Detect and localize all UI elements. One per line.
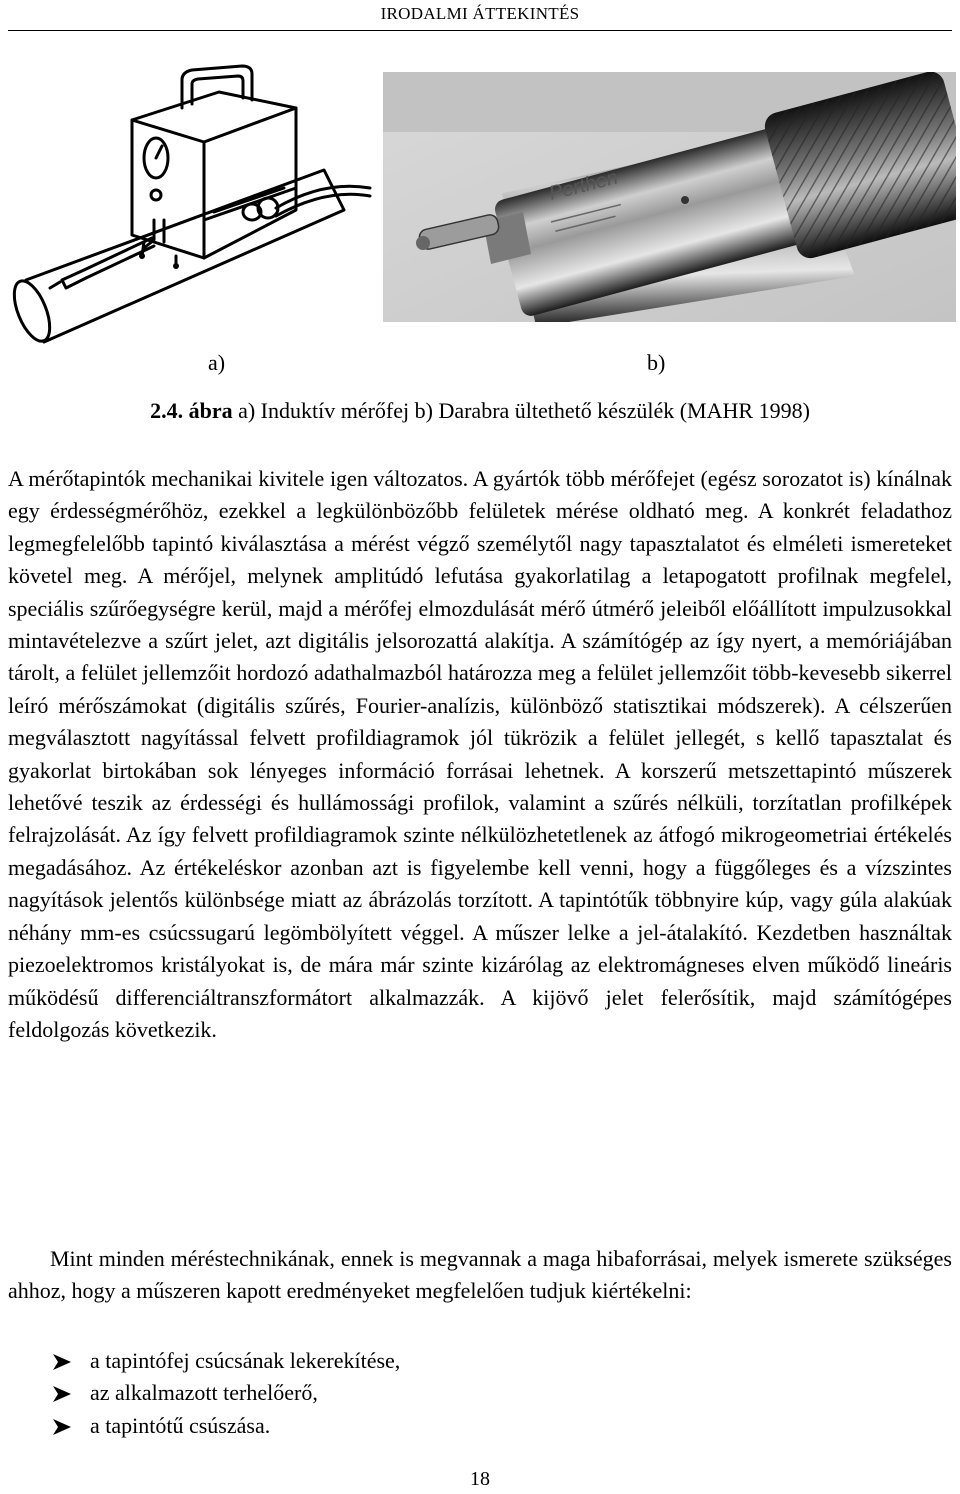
figure-label-a: a) — [208, 350, 226, 375]
list-item — [8, 1377, 908, 1409]
list-item — [8, 1410, 908, 1442]
figure-caption — [0, 398, 960, 424]
figure-b-photo — [383, 72, 956, 322]
arrowhead-bullet-icon — [52, 1353, 72, 1371]
list-item-text: az alkalmazott terhelőerő, — [90, 1380, 318, 1406]
running-header — [0, 4, 960, 24]
figure-a-drawing — [4, 60, 372, 350]
page-number: 18 — [470, 1468, 490, 1490]
body-paragraph-2: Mint minden méréstechnikának, ennek is megvannak a maga hibaforrásai, melyek ismerete szükséges ahhoz, hogy a műszeren kapott eredményeket megfelelően tudjuk kiértékelni: — [8, 1246, 952, 1304]
figure-label-b: b) — [647, 350, 666, 375]
caption-text: a) Induktív mérőfej b) Darabra ültethető készülék (MAHR 1998) — [232, 398, 810, 423]
caption-number: 2.4. ábra — [150, 398, 233, 423]
list-item-text: a tapintótű csúszása. — [90, 1412, 271, 1438]
header-title: RODALMI ÁTTEKINTÉS — [386, 4, 580, 23]
list-item — [8, 1345, 908, 1377]
arrowhead-bullet-icon — [52, 1418, 72, 1436]
arrowhead-bullet-icon — [52, 1385, 72, 1403]
list-item-text: a tapintófej csúcsának lekerekítése, — [90, 1348, 401, 1373]
engraved-brand: Perthen — [546, 166, 621, 205]
header-rule — [8, 30, 952, 31]
header-initial: I — [380, 4, 387, 23]
body-paragraph-1: A mérőtapintók mechanikai kivitele igen változatos. A gyártók több mérőfejet (egész sorozatot is) kínálnak egy érdességmérőhöz, ezekkel a legkülönbözőbb felületek mérése oldható meg. A konkrét feladathoz legmegfelelőbb tapintó kiválasztása a mérést végző személytől nagy tapasztalatot és elméleti ismereteket követel meg. A mérőjel, melynek amplitúdó lefutása gyakorlatilag a letapogatott profilnak megfelel, speciális szűrőegységre kerül, majd a mérőfej elmozdulását mérő útmérő jeleiből előállított impulzusokkal mintavételezve a szűrt jelet, azt digitális jelsorozattá alakítja. A számítógép az így nyert, a memóriájában tárolt, a felület jellemzőit hordozó adathalmazból határozza meg a felület jellemzőit több-kevesebb sikerrel leíró mérőszámokat (digitális szűrés, Fourier-analízis, különböző statisztikai módszerek). A célszerűen megválasztott nagyítással felvett profildiagramok jól tükrözik a felület jellegét, s kellő tapasztalat és gyakorlat birtokában sok lényeges információ forrásai lehetnek. A korszerű metszettapintó műszerek lehetővé teszik az érdességi és hullámossági profilok, valamint a szűrés nélküli, torzítatlan profilképek felrajzolását. Az így felvett profildiagramok szinte nélkülözhetetlenek az átfogó mikrogeometriai értékelés megadásához. Az értékeléskor azonban azt is figyelembe kell venni, hogy a függőleges és a vízszintes nagyítások jelentős különbsége miatt az ábrázolás torzított. A tapintótűk többnyire kúp, vagy gúla alakúak néhány mm-es csúcssugarú legömbölyített véggel. A műszer lelke a jel-átalakító. Kezdetben használtak piezoelektromos kristályokat is, de mára már szinte kizárólag az elektromágneses elven működő lineáris működésű differenciáltranszformátort alkalmazzák. A kijövő jelet felerősítik, majd számítógépes feldolgozás következik. — [8, 466, 952, 1042]
error-source-list — [8, 1345, 908, 1442]
